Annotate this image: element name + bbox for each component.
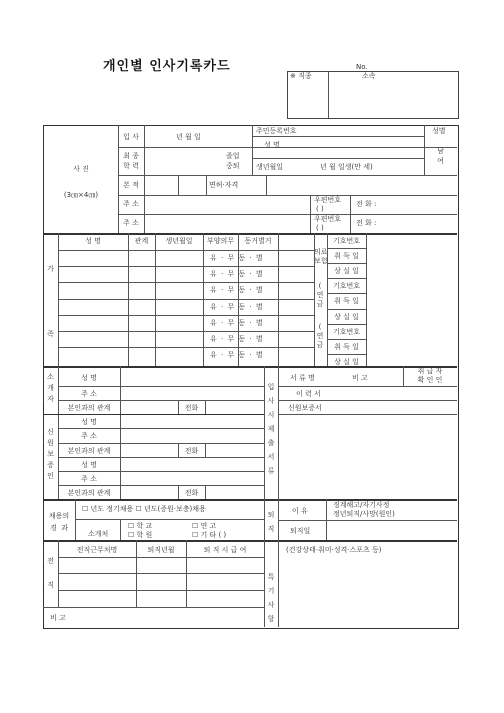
page-title: 개인별 인사기록카드 xyxy=(103,59,231,74)
family-row-5-status[interactable]: 유 · 무 동 · 별 xyxy=(210,319,263,327)
hiring-side: 채용의 경 과 xyxy=(48,512,70,532)
family-row-3-status[interactable]: 유 · 무 동 · 별 xyxy=(210,286,263,294)
prev-job-col-salary: 퇴 직 시 급 여 xyxy=(203,546,247,554)
guarantor-side: 신 원 보 증 인 xyxy=(47,428,54,480)
dob-field[interactable]: 년 월 일생(만 세) xyxy=(320,163,373,171)
doc-item-guarantee: 신원보증서 xyxy=(288,404,322,412)
insurance-row-8: 취 득 일 xyxy=(334,343,359,351)
special-side: 특 기 사 항 xyxy=(267,573,275,623)
referrer-relation-label: 본인과의 관계 xyxy=(67,404,111,412)
guarantor-relation-label-1: 본인과의 관계 xyxy=(67,447,111,455)
resident-no-label: 주민등록번호 xyxy=(256,127,297,135)
postal-label-2: 우편번호 xyxy=(314,215,342,223)
family-col-cohabit: 동거별거 xyxy=(244,237,272,245)
family-row-1-status[interactable]: 유 · 무 동 · 별 xyxy=(210,254,263,262)
family-col-dob: 생년월일 xyxy=(165,237,193,245)
family-col-relation: 관계 xyxy=(134,237,149,245)
prev-job-col-date: 퇴직년월 xyxy=(147,546,175,554)
family-row-4-status[interactable]: 유 · 무 동 · 별 xyxy=(210,303,263,311)
prev-job-side: 전 직 xyxy=(47,557,54,589)
name-label: 성 명 xyxy=(264,141,280,149)
retire-date-label: 퇴직일 xyxy=(290,527,311,535)
photo-size: (3㎝×4㎝) xyxy=(63,191,99,199)
employment-insurance-label: ( 연 금 xyxy=(316,323,324,349)
postal-field-1[interactable]: ( ) xyxy=(316,205,324,213)
prev-job-col-company: 전직근무처명 xyxy=(76,546,118,554)
introducer-academy[interactable]: ☐ 학 원 xyxy=(128,531,153,539)
address-label-2: 주 소 xyxy=(123,219,139,227)
dept-label: 소속 xyxy=(362,72,376,80)
gender-options[interactable]: 남 여 xyxy=(437,147,444,165)
doc-col-check: 취 급 자 확 인 인 xyxy=(417,367,443,384)
family-row-2-status[interactable]: 유 · 무 동 · 별 xyxy=(210,270,263,278)
dropout-label: 중퇴 xyxy=(226,162,240,170)
referrer-name-label: 성 명 xyxy=(81,374,97,382)
insurance-row-1: 기호번호 xyxy=(332,237,361,245)
guarantor-name-label-1: 성 명 xyxy=(81,418,97,426)
retire-side: 퇴 직 xyxy=(267,511,275,533)
family-col-support: 부양의무 xyxy=(206,237,235,245)
license-label: 면허·자격 xyxy=(209,181,239,189)
special-note: (건강상태·취미·성격·스포츠 등) xyxy=(286,546,382,554)
dob-label: 생년월일 xyxy=(256,163,284,171)
grad-label: 졸업 xyxy=(226,152,240,160)
insurance-row-2: 취 득 일 xyxy=(334,252,359,260)
pension-label: ( 연 금 xyxy=(316,282,324,308)
hire-label: 입 사 xyxy=(123,133,139,141)
referrer-phone-label: 전화 xyxy=(184,404,199,412)
introducer-relation[interactable]: ☐ 연 고 xyxy=(192,522,217,530)
photo-label: 사 진 xyxy=(73,165,89,173)
gender-label: 성별 xyxy=(432,127,446,135)
remarks-label: 비 고 xyxy=(50,614,66,622)
medical-insurance-label: 의료 보험 xyxy=(314,248,328,265)
referrer-address-label: 주 소 xyxy=(81,390,97,398)
guarantor-name-label-2: 성 명 xyxy=(81,461,97,469)
postal-label-1: 우편번호 xyxy=(314,196,342,204)
family-row-6-status[interactable]: 유 · 무 동 · 별 xyxy=(210,335,263,343)
family-col-name: 성 명 xyxy=(85,237,101,245)
introducer-school[interactable]: ☐ 학 교 xyxy=(128,522,153,530)
insurance-row-5: 취 득 일 xyxy=(334,297,359,305)
guarantor-phone-label-1: 전화 xyxy=(184,447,199,455)
phone-label-2: 전 화 : xyxy=(356,219,377,227)
job-type-label: ※ 직종 xyxy=(290,72,312,80)
guarantor-phone-label-2: 전화 xyxy=(184,489,199,497)
origin-label: 본 적 xyxy=(123,181,139,189)
introducer-label: 소개처 xyxy=(88,530,109,538)
doc-item-resume: 이 력 서 xyxy=(296,390,321,398)
guarantor-relation-label-2: 본인과의 관계 xyxy=(67,489,111,497)
guarantor-address-label-1: 주 소 xyxy=(81,432,97,440)
address-label-1: 주 소 xyxy=(123,200,139,208)
hiring-regular-options[interactable]: ☐ 년도 정기채용 ☐ 년도(증원·보충)채용 xyxy=(82,505,206,513)
hire-date-field[interactable]: 년 월 일 xyxy=(176,133,201,141)
family-row-7-status[interactable]: 유 · 무 동 · 별 xyxy=(210,351,263,359)
insurance-row-4: 기호번호 xyxy=(332,282,361,290)
referrer-side: 소 개 자 xyxy=(47,373,54,403)
phone-label-1: 전 화 : xyxy=(356,200,377,208)
insurance-row-7: 기호번호 xyxy=(332,328,361,336)
edu-label-bottom: 학 력 xyxy=(123,162,139,170)
retire-reason-options[interactable]: 징계해고/자기사정 정년퇴직/사망(원인) xyxy=(333,501,395,518)
postal-field-2[interactable]: ( ) xyxy=(316,224,324,232)
documents-side: 입 사 시 제 출 서 류 xyxy=(267,383,275,475)
guarantor-address-label-2: 주 소 xyxy=(81,475,97,483)
family-side-bottom: 족 xyxy=(47,330,54,338)
edu-label-top: 최 종 xyxy=(123,152,139,160)
doc-col-note: 비 고 xyxy=(352,374,368,382)
insurance-row-6: 상 실 일 xyxy=(334,313,359,321)
insurance-row-9: 상 실 일 xyxy=(334,358,359,366)
no-label: No. xyxy=(356,63,368,71)
family-side-top: 가 xyxy=(47,265,54,273)
doc-col-name: 서 류 명 xyxy=(290,374,315,382)
insurance-row-3: 상 실 일 xyxy=(334,267,359,275)
introducer-other[interactable]: ☐ 기 타 ( ) xyxy=(192,531,227,539)
retire-reason-label: 이 유 xyxy=(292,507,308,515)
